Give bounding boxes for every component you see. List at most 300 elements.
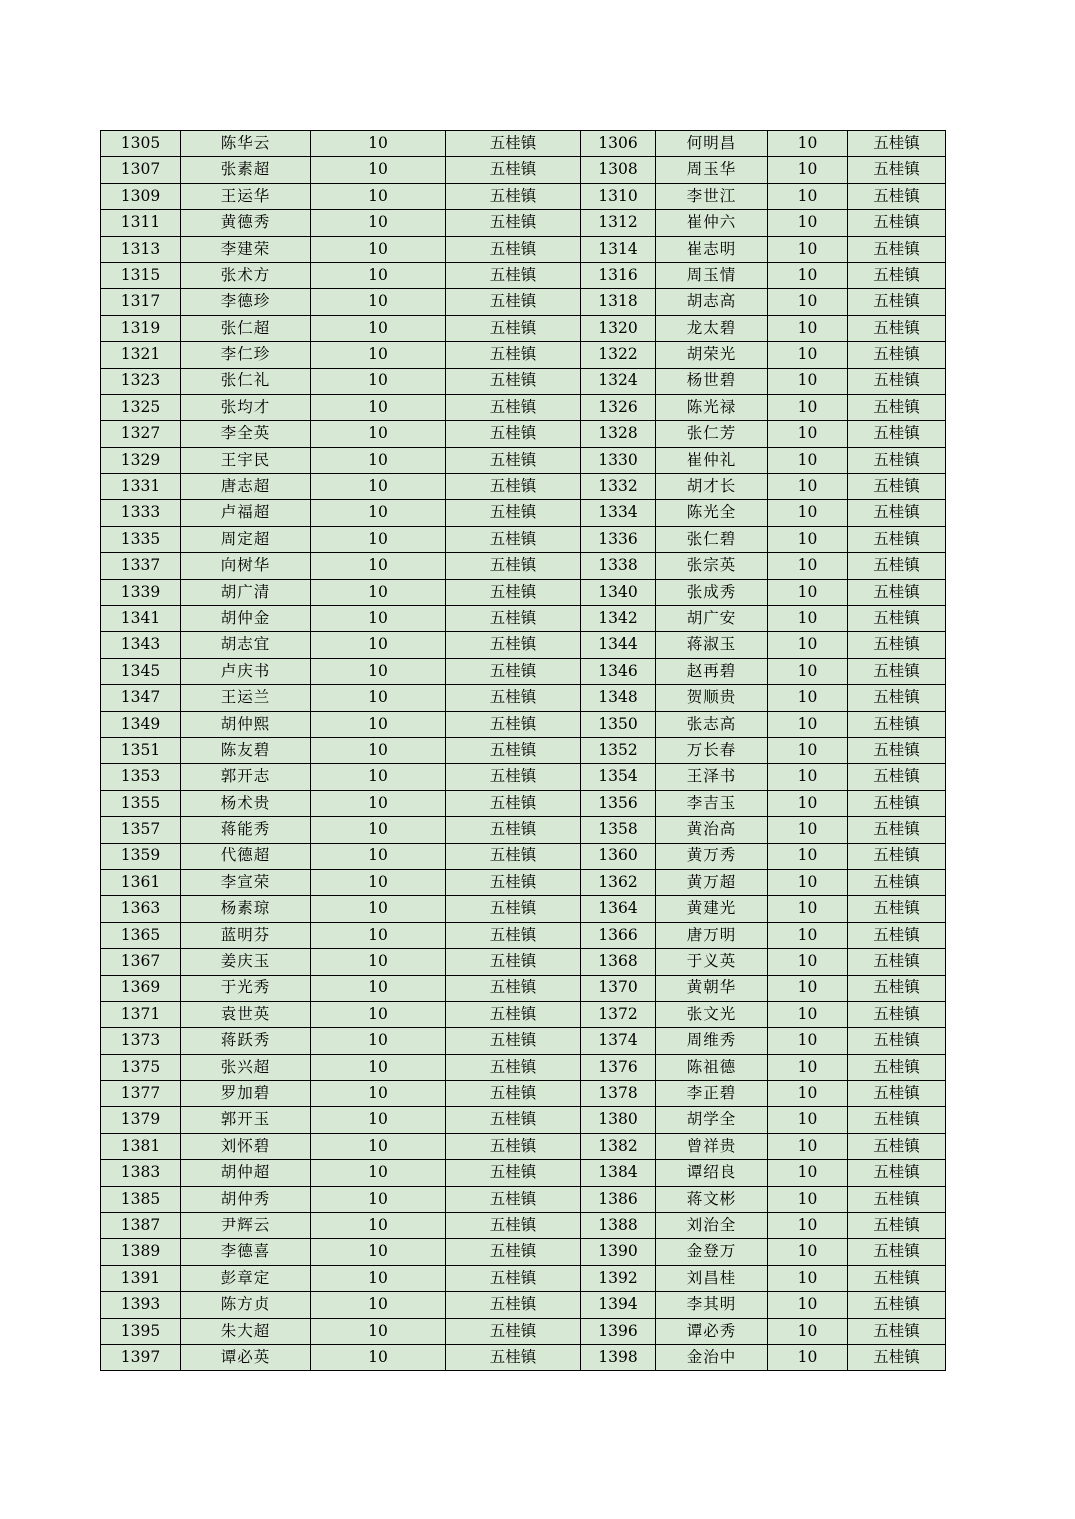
name-cell: 唐万明 xyxy=(656,922,768,948)
town-cell: 五桂镇 xyxy=(848,579,946,605)
name-cell: 胡广清 xyxy=(181,579,311,605)
id-cell: 1322 xyxy=(581,342,656,368)
score-cell: 10 xyxy=(768,1239,848,1265)
town-cell: 五桂镇 xyxy=(446,183,581,209)
id-cell: 1369 xyxy=(101,975,181,1001)
score-cell: 10 xyxy=(311,711,446,737)
town-cell: 五桂镇 xyxy=(848,1001,946,1027)
town-cell: 五桂镇 xyxy=(848,131,946,157)
score-cell: 10 xyxy=(311,975,446,1001)
name-cell: 李世江 xyxy=(656,183,768,209)
name-cell: 尹辉云 xyxy=(181,1213,311,1239)
score-cell: 10 xyxy=(311,289,446,315)
name-cell: 李全英 xyxy=(181,421,311,447)
name-cell: 张仁碧 xyxy=(656,526,768,552)
id-cell: 1329 xyxy=(101,447,181,473)
name-cell: 胡学全 xyxy=(656,1107,768,1133)
name-cell: 张兴超 xyxy=(181,1054,311,1080)
town-cell: 五桂镇 xyxy=(848,949,946,975)
id-cell: 1381 xyxy=(101,1133,181,1159)
score-cell: 10 xyxy=(311,896,446,922)
table-row xyxy=(101,1344,946,1370)
town-cell: 五桂镇 xyxy=(848,474,946,500)
name-cell: 张成秀 xyxy=(656,579,768,605)
name-cell: 黄德秀 xyxy=(181,210,311,236)
table-row xyxy=(101,315,946,341)
town-cell: 五桂镇 xyxy=(446,157,581,183)
town-cell: 五桂镇 xyxy=(848,790,946,816)
name-cell: 朱大超 xyxy=(181,1318,311,1344)
id-cell: 1385 xyxy=(101,1186,181,1212)
id-cell: 1362 xyxy=(581,869,656,895)
score-cell: 10 xyxy=(768,1028,848,1054)
id-cell: 1333 xyxy=(101,500,181,526)
score-cell: 10 xyxy=(311,500,446,526)
score-cell: 10 xyxy=(768,790,848,816)
id-cell: 1354 xyxy=(581,764,656,790)
id-cell: 1324 xyxy=(581,368,656,394)
name-cell: 刘昌桂 xyxy=(656,1265,768,1291)
records-table xyxy=(100,130,946,1371)
town-cell: 五桂镇 xyxy=(446,394,581,420)
name-cell: 周维秀 xyxy=(656,1028,768,1054)
name-cell: 贺顺贵 xyxy=(656,685,768,711)
name-cell: 杨世碧 xyxy=(656,368,768,394)
town-cell: 五桂镇 xyxy=(446,685,581,711)
town-cell: 五桂镇 xyxy=(446,869,581,895)
score-cell: 10 xyxy=(311,315,446,341)
name-cell: 张素超 xyxy=(181,157,311,183)
id-cell: 1305 xyxy=(101,131,181,157)
id-cell: 1321 xyxy=(101,342,181,368)
name-cell: 李德珍 xyxy=(181,289,311,315)
id-cell: 1367 xyxy=(101,949,181,975)
table-row xyxy=(101,526,946,552)
score-cell: 10 xyxy=(768,368,848,394)
town-cell: 五桂镇 xyxy=(446,262,581,288)
town-cell: 五桂镇 xyxy=(446,949,581,975)
table-row xyxy=(101,157,946,183)
score-cell: 10 xyxy=(311,606,446,632)
score-cell: 10 xyxy=(768,447,848,473)
id-cell: 1359 xyxy=(101,843,181,869)
town-cell: 五桂镇 xyxy=(446,131,581,157)
id-cell: 1384 xyxy=(581,1160,656,1186)
score-cell: 10 xyxy=(768,949,848,975)
score-cell: 10 xyxy=(768,157,848,183)
name-cell: 胡仲熙 xyxy=(181,711,311,737)
town-cell: 五桂镇 xyxy=(848,500,946,526)
id-cell: 1356 xyxy=(581,790,656,816)
table-row xyxy=(101,474,946,500)
table-row xyxy=(101,685,946,711)
name-cell: 张术方 xyxy=(181,262,311,288)
table-row xyxy=(101,579,946,605)
town-cell: 五桂镇 xyxy=(446,1081,581,1107)
score-cell: 10 xyxy=(311,553,446,579)
name-cell: 蒋文彬 xyxy=(656,1186,768,1212)
score-cell: 10 xyxy=(768,764,848,790)
table-row xyxy=(101,131,946,157)
table-row xyxy=(101,922,946,948)
table-row xyxy=(101,1292,946,1318)
id-cell: 1390 xyxy=(581,1239,656,1265)
name-cell: 谭绍良 xyxy=(656,1160,768,1186)
score-cell: 10 xyxy=(311,737,446,763)
score-cell: 10 xyxy=(311,183,446,209)
score-cell: 10 xyxy=(768,737,848,763)
name-cell: 万长春 xyxy=(656,737,768,763)
name-cell: 胡广安 xyxy=(656,606,768,632)
score-cell: 10 xyxy=(311,1213,446,1239)
town-cell: 五桂镇 xyxy=(848,1186,946,1212)
score-cell: 10 xyxy=(311,922,446,948)
id-cell: 1337 xyxy=(101,553,181,579)
town-cell: 五桂镇 xyxy=(848,447,946,473)
town-cell: 五桂镇 xyxy=(446,579,581,605)
score-cell: 10 xyxy=(768,975,848,1001)
id-cell: 1345 xyxy=(101,658,181,684)
name-cell: 郭开玉 xyxy=(181,1107,311,1133)
id-cell: 1319 xyxy=(101,315,181,341)
id-cell: 1309 xyxy=(101,183,181,209)
town-cell: 五桂镇 xyxy=(446,447,581,473)
name-cell: 姜庆玉 xyxy=(181,949,311,975)
score-cell: 10 xyxy=(768,183,848,209)
score-cell: 10 xyxy=(768,606,848,632)
name-cell: 罗加碧 xyxy=(181,1081,311,1107)
id-cell: 1355 xyxy=(101,790,181,816)
town-cell: 五桂镇 xyxy=(848,1081,946,1107)
id-cell: 1341 xyxy=(101,606,181,632)
score-cell: 10 xyxy=(311,1081,446,1107)
id-cell: 1343 xyxy=(101,632,181,658)
score-cell: 10 xyxy=(768,869,848,895)
name-cell: 蒋能秀 xyxy=(181,817,311,843)
id-cell: 1307 xyxy=(101,157,181,183)
town-cell: 五桂镇 xyxy=(848,236,946,262)
town-cell: 五桂镇 xyxy=(848,975,946,1001)
town-cell: 五桂镇 xyxy=(848,526,946,552)
town-cell: 五桂镇 xyxy=(848,737,946,763)
name-cell: 杨术贵 xyxy=(181,790,311,816)
town-cell: 五桂镇 xyxy=(848,1344,946,1370)
score-cell: 10 xyxy=(311,157,446,183)
score-cell: 10 xyxy=(768,1318,848,1344)
score-cell: 10 xyxy=(311,474,446,500)
town-cell: 五桂镇 xyxy=(446,843,581,869)
name-cell: 李宣荣 xyxy=(181,869,311,895)
table-row xyxy=(101,262,946,288)
name-cell: 李正碧 xyxy=(656,1081,768,1107)
score-cell: 10 xyxy=(768,1160,848,1186)
score-cell: 10 xyxy=(311,1265,446,1291)
town-cell: 五桂镇 xyxy=(446,1186,581,1212)
town-cell: 五桂镇 xyxy=(446,1160,581,1186)
name-cell: 于义英 xyxy=(656,949,768,975)
town-cell: 五桂镇 xyxy=(446,1054,581,1080)
id-cell: 1315 xyxy=(101,262,181,288)
id-cell: 1397 xyxy=(101,1344,181,1370)
table-row xyxy=(101,1213,946,1239)
town-cell: 五桂镇 xyxy=(848,210,946,236)
town-cell: 五桂镇 xyxy=(446,1318,581,1344)
id-cell: 1347 xyxy=(101,685,181,711)
table-row xyxy=(101,289,946,315)
id-cell: 1334 xyxy=(581,500,656,526)
id-cell: 1349 xyxy=(101,711,181,737)
score-cell: 10 xyxy=(768,500,848,526)
score-cell: 10 xyxy=(768,236,848,262)
town-cell: 五桂镇 xyxy=(446,975,581,1001)
town-cell: 五桂镇 xyxy=(848,632,946,658)
name-cell: 彭章定 xyxy=(181,1265,311,1291)
score-cell: 10 xyxy=(311,1054,446,1080)
table-row xyxy=(101,210,946,236)
town-cell: 五桂镇 xyxy=(446,922,581,948)
score-cell: 10 xyxy=(311,1133,446,1159)
id-cell: 1375 xyxy=(101,1054,181,1080)
name-cell: 胡志宜 xyxy=(181,632,311,658)
id-cell: 1308 xyxy=(581,157,656,183)
id-cell: 1376 xyxy=(581,1054,656,1080)
table-row xyxy=(101,1107,946,1133)
name-cell: 郭开志 xyxy=(181,764,311,790)
table-row xyxy=(101,1001,946,1027)
table-row xyxy=(101,896,946,922)
score-cell: 10 xyxy=(311,1028,446,1054)
score-cell: 10 xyxy=(768,1344,848,1370)
name-cell: 金治中 xyxy=(656,1344,768,1370)
table-row xyxy=(101,1160,946,1186)
town-cell: 五桂镇 xyxy=(848,1107,946,1133)
score-cell: 10 xyxy=(768,922,848,948)
town-cell: 五桂镇 xyxy=(446,790,581,816)
town-cell: 五桂镇 xyxy=(446,606,581,632)
score-cell: 10 xyxy=(768,289,848,315)
town-cell: 五桂镇 xyxy=(446,474,581,500)
score-cell: 10 xyxy=(768,131,848,157)
table-row xyxy=(101,606,946,632)
id-cell: 1357 xyxy=(101,817,181,843)
name-cell: 李德喜 xyxy=(181,1239,311,1265)
score-cell: 10 xyxy=(311,1186,446,1212)
score-cell: 10 xyxy=(311,764,446,790)
town-cell: 五桂镇 xyxy=(446,368,581,394)
table-row xyxy=(101,421,946,447)
name-cell: 蒋跃秀 xyxy=(181,1028,311,1054)
records-table-body xyxy=(101,131,946,1371)
name-cell: 谭必秀 xyxy=(656,1318,768,1344)
town-cell: 五桂镇 xyxy=(848,553,946,579)
town-cell: 五桂镇 xyxy=(446,315,581,341)
id-cell: 1383 xyxy=(101,1160,181,1186)
name-cell: 张仁超 xyxy=(181,315,311,341)
score-cell: 10 xyxy=(768,342,848,368)
score-cell: 10 xyxy=(311,1001,446,1027)
id-cell: 1386 xyxy=(581,1186,656,1212)
town-cell: 五桂镇 xyxy=(446,764,581,790)
town-cell: 五桂镇 xyxy=(848,368,946,394)
table-row xyxy=(101,949,946,975)
name-cell: 金登万 xyxy=(656,1239,768,1265)
id-cell: 1360 xyxy=(581,843,656,869)
id-cell: 1316 xyxy=(581,262,656,288)
id-cell: 1358 xyxy=(581,817,656,843)
town-cell: 五桂镇 xyxy=(446,737,581,763)
town-cell: 五桂镇 xyxy=(446,658,581,684)
town-cell: 五桂镇 xyxy=(848,1292,946,1318)
score-cell: 10 xyxy=(768,474,848,500)
name-cell: 唐志超 xyxy=(181,474,311,500)
id-cell: 1340 xyxy=(581,579,656,605)
town-cell: 五桂镇 xyxy=(446,1107,581,1133)
name-cell: 胡才长 xyxy=(656,474,768,500)
name-cell: 龙太碧 xyxy=(656,315,768,341)
town-cell: 五桂镇 xyxy=(848,262,946,288)
table-row xyxy=(101,1186,946,1212)
town-cell: 五桂镇 xyxy=(848,1028,946,1054)
town-cell: 五桂镇 xyxy=(446,1028,581,1054)
table-row xyxy=(101,1265,946,1291)
score-cell: 10 xyxy=(768,658,848,684)
id-cell: 1396 xyxy=(581,1318,656,1344)
id-cell: 1387 xyxy=(101,1213,181,1239)
town-cell: 五桂镇 xyxy=(446,236,581,262)
id-cell: 1346 xyxy=(581,658,656,684)
table-row xyxy=(101,1133,946,1159)
name-cell: 赵再碧 xyxy=(656,658,768,684)
town-cell: 五桂镇 xyxy=(848,869,946,895)
id-cell: 1327 xyxy=(101,421,181,447)
name-cell: 刘治全 xyxy=(656,1213,768,1239)
score-cell: 10 xyxy=(311,447,446,473)
score-cell: 10 xyxy=(311,421,446,447)
name-cell: 黄治高 xyxy=(656,817,768,843)
id-cell: 1392 xyxy=(581,1265,656,1291)
id-cell: 1370 xyxy=(581,975,656,1001)
town-cell: 五桂镇 xyxy=(848,342,946,368)
name-cell: 袁世英 xyxy=(181,1001,311,1027)
table-row xyxy=(101,711,946,737)
id-cell: 1363 xyxy=(101,896,181,922)
name-cell: 张仁礼 xyxy=(181,368,311,394)
name-cell: 崔仲礼 xyxy=(656,447,768,473)
town-cell: 五桂镇 xyxy=(848,843,946,869)
name-cell: 卢福超 xyxy=(181,500,311,526)
town-cell: 五桂镇 xyxy=(446,896,581,922)
table-row xyxy=(101,183,946,209)
town-cell: 五桂镇 xyxy=(848,817,946,843)
name-cell: 胡仲金 xyxy=(181,606,311,632)
town-cell: 五桂镇 xyxy=(446,289,581,315)
name-cell: 向树华 xyxy=(181,553,311,579)
score-cell: 10 xyxy=(311,658,446,684)
name-cell: 陈方贞 xyxy=(181,1292,311,1318)
town-cell: 五桂镇 xyxy=(446,817,581,843)
score-cell: 10 xyxy=(768,1107,848,1133)
score-cell: 10 xyxy=(311,790,446,816)
table-row xyxy=(101,975,946,1001)
town-cell: 五桂镇 xyxy=(848,315,946,341)
score-cell: 10 xyxy=(311,1160,446,1186)
name-cell: 杨素琼 xyxy=(181,896,311,922)
score-cell: 10 xyxy=(311,817,446,843)
score-cell: 10 xyxy=(311,1107,446,1133)
name-cell: 李其明 xyxy=(656,1292,768,1318)
score-cell: 10 xyxy=(768,711,848,737)
id-cell: 1313 xyxy=(101,236,181,262)
id-cell: 1389 xyxy=(101,1239,181,1265)
table-row xyxy=(101,869,946,895)
score-cell: 10 xyxy=(311,236,446,262)
score-cell: 10 xyxy=(768,1265,848,1291)
name-cell: 何明昌 xyxy=(656,131,768,157)
id-cell: 1368 xyxy=(581,949,656,975)
town-cell: 五桂镇 xyxy=(446,526,581,552)
name-cell: 刘怀碧 xyxy=(181,1133,311,1159)
score-cell: 10 xyxy=(768,1001,848,1027)
id-cell: 1331 xyxy=(101,474,181,500)
id-cell: 1306 xyxy=(581,131,656,157)
town-cell: 五桂镇 xyxy=(848,1318,946,1344)
score-cell: 10 xyxy=(311,1239,446,1265)
name-cell: 黄朝华 xyxy=(656,975,768,1001)
name-cell: 崔仲六 xyxy=(656,210,768,236)
town-cell: 五桂镇 xyxy=(446,1133,581,1159)
id-cell: 1320 xyxy=(581,315,656,341)
town-cell: 五桂镇 xyxy=(446,421,581,447)
town-cell: 五桂镇 xyxy=(848,685,946,711)
id-cell: 1379 xyxy=(101,1107,181,1133)
id-cell: 1351 xyxy=(101,737,181,763)
name-cell: 黄万秀 xyxy=(656,843,768,869)
name-cell: 代德超 xyxy=(181,843,311,869)
score-cell: 10 xyxy=(768,843,848,869)
score-cell: 10 xyxy=(768,1133,848,1159)
score-cell: 10 xyxy=(311,1318,446,1344)
id-cell: 1395 xyxy=(101,1318,181,1344)
id-cell: 1364 xyxy=(581,896,656,922)
name-cell: 胡荣光 xyxy=(656,342,768,368)
id-cell: 1373 xyxy=(101,1028,181,1054)
table-row xyxy=(101,1318,946,1344)
score-cell: 10 xyxy=(311,949,446,975)
name-cell: 张仁芳 xyxy=(656,421,768,447)
score-cell: 10 xyxy=(311,262,446,288)
town-cell: 五桂镇 xyxy=(848,1213,946,1239)
id-cell: 1391 xyxy=(101,1265,181,1291)
table-row xyxy=(101,553,946,579)
score-cell: 10 xyxy=(768,394,848,420)
table-row xyxy=(101,1081,946,1107)
id-cell: 1374 xyxy=(581,1028,656,1054)
town-cell: 五桂镇 xyxy=(848,764,946,790)
id-cell: 1328 xyxy=(581,421,656,447)
name-cell: 陈光全 xyxy=(656,500,768,526)
town-cell: 五桂镇 xyxy=(848,394,946,420)
name-cell: 曾祥贵 xyxy=(656,1133,768,1159)
table-row xyxy=(101,1239,946,1265)
id-cell: 1314 xyxy=(581,236,656,262)
name-cell: 陈友碧 xyxy=(181,737,311,763)
town-cell: 五桂镇 xyxy=(848,606,946,632)
id-cell: 1372 xyxy=(581,1001,656,1027)
id-cell: 1366 xyxy=(581,922,656,948)
id-cell: 1353 xyxy=(101,764,181,790)
name-cell: 黄万超 xyxy=(656,869,768,895)
name-cell: 陈光禄 xyxy=(656,394,768,420)
